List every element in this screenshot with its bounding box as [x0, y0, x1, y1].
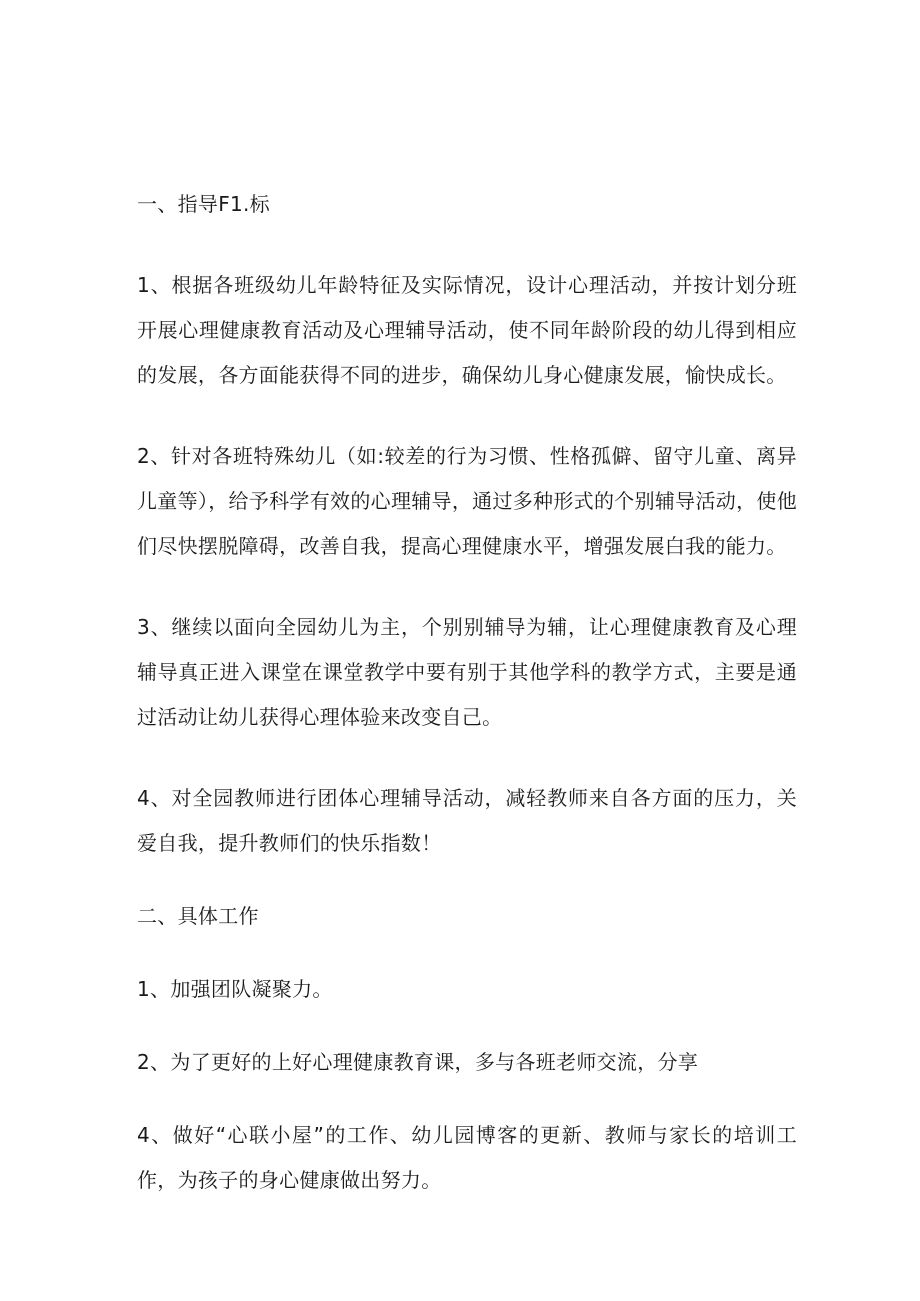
- paragraph-guidance-4: 4、对全园教师进行团体心理辅导活动，减轻教师来自各方面的压力，关爱自我，提升教师们的快乐指数！: [137, 786, 797, 855]
- document-body: [137, 182, 797, 1203]
- paragraph-work-4: 4、做好“心联小屋”的工作、幼儿园博客的更新、教师与家长的培训工作，为孩子的身心健康做出努力。: [137, 1123, 797, 1192]
- section-heading-guidance: 一、指导F1.标: [137, 192, 270, 216]
- paragraph-guidance-1: 1、根据各班级幼儿年龄特征及实际情况，设计心理活动，并按计划分班开展心理健康教育活动及心理辅导活动，使不同年龄阶段的幼儿得到相应的发展，各方面能获得不同的进步，确保幼儿身心健康发展，愉快成长。: [137, 273, 797, 387]
- paragraph-work-1: 1、加强团队凝聚力。: [137, 977, 333, 1001]
- paragraph-work-2: 2、为了更好的上好心理健康教育课，多与各班老师交流，分享: [137, 1050, 699, 1074]
- paragraph-guidance-2: 2、针对各班特殊幼儿（如:较差的行为习惯、性格孤僻、留守儿童、离异儿童等），给予科学有效的心理辅导，通过多种形式的个别辅导活动，使他们尽快摆脱障碍，改善自我，提高心理健康水平，增强发展白我的能力。: [137, 444, 797, 558]
- paragraph-guidance-3: 3、继续以面向全园幼儿为主，个别别辅导为辅，让心理健康教育及心理辅导真正进入课堂在课堂教学中要有别于其他学科的教学方式，主要是通过活动让幼儿获得心理体验来改变自己。: [137, 615, 797, 729]
- section-heading-work: 二、具体工作: [137, 904, 259, 928]
